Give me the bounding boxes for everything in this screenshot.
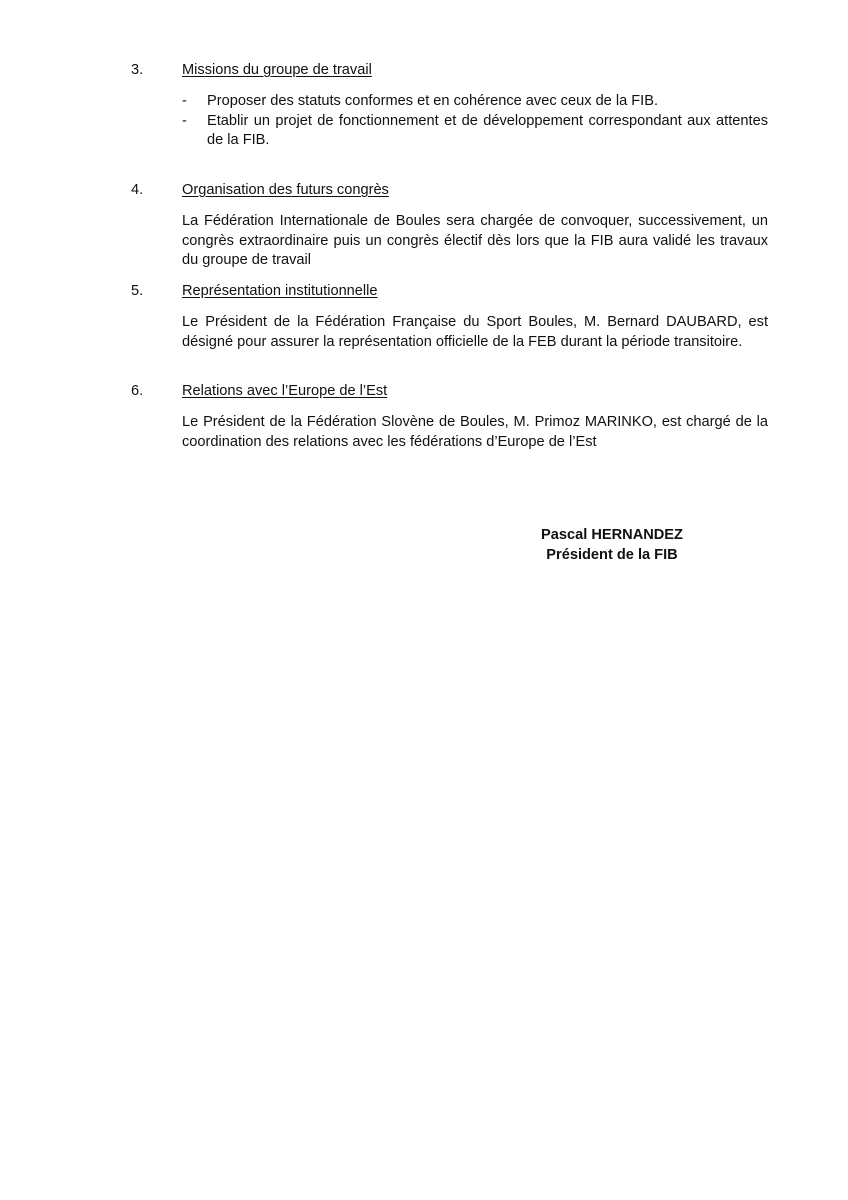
section-heading (131, 181, 768, 201)
section-title: Représentation institutionnelle (182, 283, 378, 299)
signatory-name: Pascal HERNANDEZ (541, 527, 683, 543)
list-item (182, 112, 768, 151)
section-number: 4. (131, 182, 144, 198)
list-item (182, 92, 768, 112)
section-heading (131, 382, 768, 402)
list-item-text: Proposer des statuts conformes et en cohérence avec ceux de la FIB. (207, 93, 659, 109)
section-number: 3. (131, 62, 144, 78)
section-heading (131, 61, 768, 81)
section-number: 5. (131, 283, 144, 299)
section-heading (131, 282, 768, 302)
section-paragraph: Le Président de la Fédération Française du Sport Boules, M. Bernard DAUBARD, est désigné pour assurer la représentation officielle de la FEB durant la période transitoire. (182, 314, 768, 350)
signatory-role: Président de la FIB (546, 547, 678, 563)
section-title: Organisation des futurs congrès (182, 182, 389, 198)
bullet-marker: - (182, 93, 187, 109)
section-missions (131, 61, 768, 151)
signature-block (520, 525, 704, 565)
bullet-marker: - (182, 112, 187, 129)
section-title: Missions du groupe de travail (182, 62, 372, 78)
section-number: 6. (131, 383, 144, 399)
section-europe-est (131, 382, 768, 452)
section-congres (131, 181, 768, 271)
section-representation (131, 282, 768, 352)
section-paragraph: La Fédération Internationale de Boules sera chargée de convoquer, successivement, un congrès extraordinaire puis un congrès électif dès lors que la FIB aura validé les travaux du groupe de travail (182, 213, 768, 268)
section-paragraph: Le Président de la Fédération Slovène de Boules, M. Primoz MARINKO, est chargé de la coordination des relations avec les fédérations d’Europe de l’Est (182, 414, 768, 450)
list-item-text: Etablir un projet de fonctionnement et de développement correspondant aux attentes de la FIB. (207, 112, 768, 148)
section-title: Relations avec l’Europe de l’Est (182, 383, 388, 399)
bullet-list (182, 92, 768, 151)
